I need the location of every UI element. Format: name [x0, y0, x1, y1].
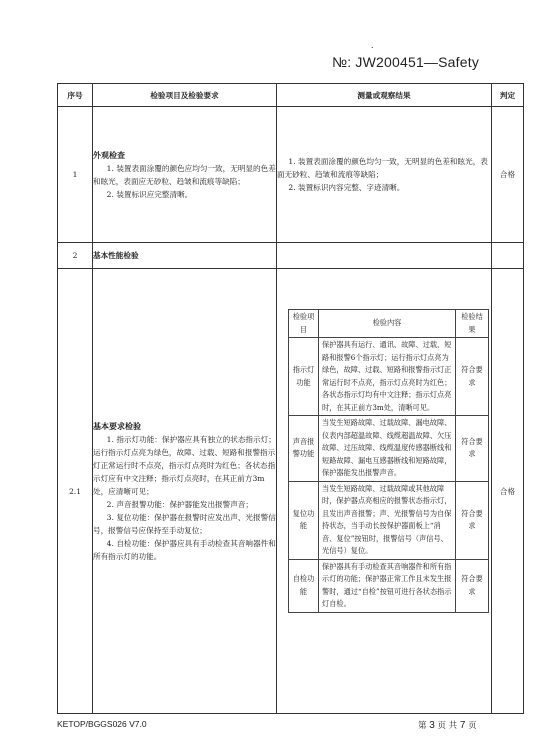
- section-title: 基本性能检验: [93, 243, 277, 269]
- header-seq: 序号: [58, 84, 93, 107]
- verdict-cell: 合格: [492, 107, 524, 243]
- row-number: 2.1: [58, 269, 93, 714]
- table-row: [58, 107, 524, 243]
- row-number: 2: [58, 243, 93, 269]
- sub-table-row: [289, 416, 489, 482]
- sub-inspection-table: [288, 309, 489, 613]
- requirement-cell: [93, 269, 277, 714]
- item-title: 外观检查: [93, 149, 125, 160]
- requirement-text: 3. 复位功能：保护器在报警时应发出声、光报警信号，报警信号应保持至手动复位；: [93, 512, 276, 535]
- sub-table-row: [289, 338, 489, 416]
- form-code: KETOP/BGGS026 V7.0: [57, 719, 147, 729]
- requirement-text: 2. 声音报警功能：保护器能发出报警声音；: [106, 499, 254, 509]
- result-cell: [277, 107, 492, 243]
- table-row: [58, 243, 524, 269]
- sub-content: 保护器具有手动检查其音响器件和所有指示灯的功能；保护器正常工作且未发生报警时，通过“自检”按钮可进行各状态指示灯自检。: [319, 559, 456, 612]
- document-number-mark: .: [371, 40, 374, 50]
- header-item-requirement: 检验项目及检验要求: [93, 84, 277, 107]
- sub-item: 复位功能: [289, 481, 319, 559]
- header-result: 测量或观察结果: [277, 84, 492, 107]
- sub-result: 符合要求: [456, 559, 489, 612]
- sub-item: 声音报警功能: [289, 416, 319, 482]
- sub-item: 自检功能: [289, 559, 319, 612]
- document-number: [332, 40, 480, 70]
- requirement-text: 1. 指示灯功能：保护器应具有独立的状态指示灯；运行指示灯点亮为绿色，故障、过载、短路和报警指示灯正常运行时不点亮，指示灯点亮时为红色；各状态指示灯应有中文注释；指示灯点亮时，在其正前方3m处，应清晰可见；: [93, 434, 276, 496]
- requirement-text: 4. 自检功能：保护器应具有手动检查其音响器件和所有指示灯的功能。: [93, 538, 276, 561]
- table-header-row: [58, 84, 524, 107]
- sub-header-content: 检验内容: [319, 310, 456, 338]
- sub-table-header-row: [289, 310, 489, 338]
- requirement-cell: [93, 107, 277, 243]
- sub-content: 当发生短路故障、过载故障或其他故障时，保护器点亮相应的报警状态指示灯，且发出声音报警；声、光报警信号为自保持状态，当手动长按保护器面板上“消音、复位”按钮时，报警信号（声信号、光信号）复位。: [319, 481, 456, 559]
- sub-result: 符合要求: [456, 416, 489, 482]
- requirement-text: 2. 装置标识应完整清晰。: [106, 189, 193, 199]
- sub-table-row: [289, 481, 489, 559]
- sub-table-row: [289, 559, 489, 612]
- sub-content: 当发生短路故障、过载故障、漏电故障、仪表内部超温故障、线缆超温故障、欠压故障、过压故障、线缆温度传感器断线和短路故障、漏电互感器断线和短路故障，保护器能发出报警声音。: [319, 416, 456, 482]
- sub-item: 指示灯功能: [289, 338, 319, 416]
- total-pages: 7: [459, 720, 466, 731]
- sub-content: 保护器具有运行、通讯、故障、过载、短路和报警6个指示灯；运行指示灯点亮为绿色，故障、过载、短路和报警指示灯正常运行时不点亮，指示灯点亮时为红色；各状态指示灯均有中文注释；指示灯点亮时，在其正前方3m处，清晰可见。: [319, 338, 456, 416]
- verdict-cell: 合格: [492, 269, 524, 714]
- document-number-text: №: JW200451—Safety: [332, 54, 480, 70]
- item-title: 基本要求检验: [93, 420, 141, 431]
- inspection-table: [57, 83, 524, 714]
- result-text: 2. 装置标识内容完整、字迹清晰。: [288, 183, 405, 192]
- row-number: 1: [58, 107, 93, 243]
- sub-result: 符合要求: [456, 338, 489, 416]
- result-cell: [277, 269, 492, 714]
- result-text: 1. 装置表面涂覆的颜色均匀一致，无明显的色差和眩光，表面无砂粒、趋皱和流痕等缺陷；: [277, 157, 488, 179]
- table-row: [58, 269, 524, 714]
- sub-header-item: 检验项目: [289, 310, 319, 338]
- header-verdict: 判定: [492, 84, 524, 107]
- requirement-text: 1. 装置表面涂覆的颜色应均匀一致，无明显的色差和眩光，表面应无砂粒、趋皱和流痕等缺陷；: [93, 163, 276, 186]
- sub-result: 符合要求: [456, 481, 489, 559]
- page-indicator: 第 3 页 共 7 页: [418, 720, 477, 731]
- sub-header-result: 检验结果: [456, 310, 489, 338]
- current-page: 3: [429, 720, 435, 731]
